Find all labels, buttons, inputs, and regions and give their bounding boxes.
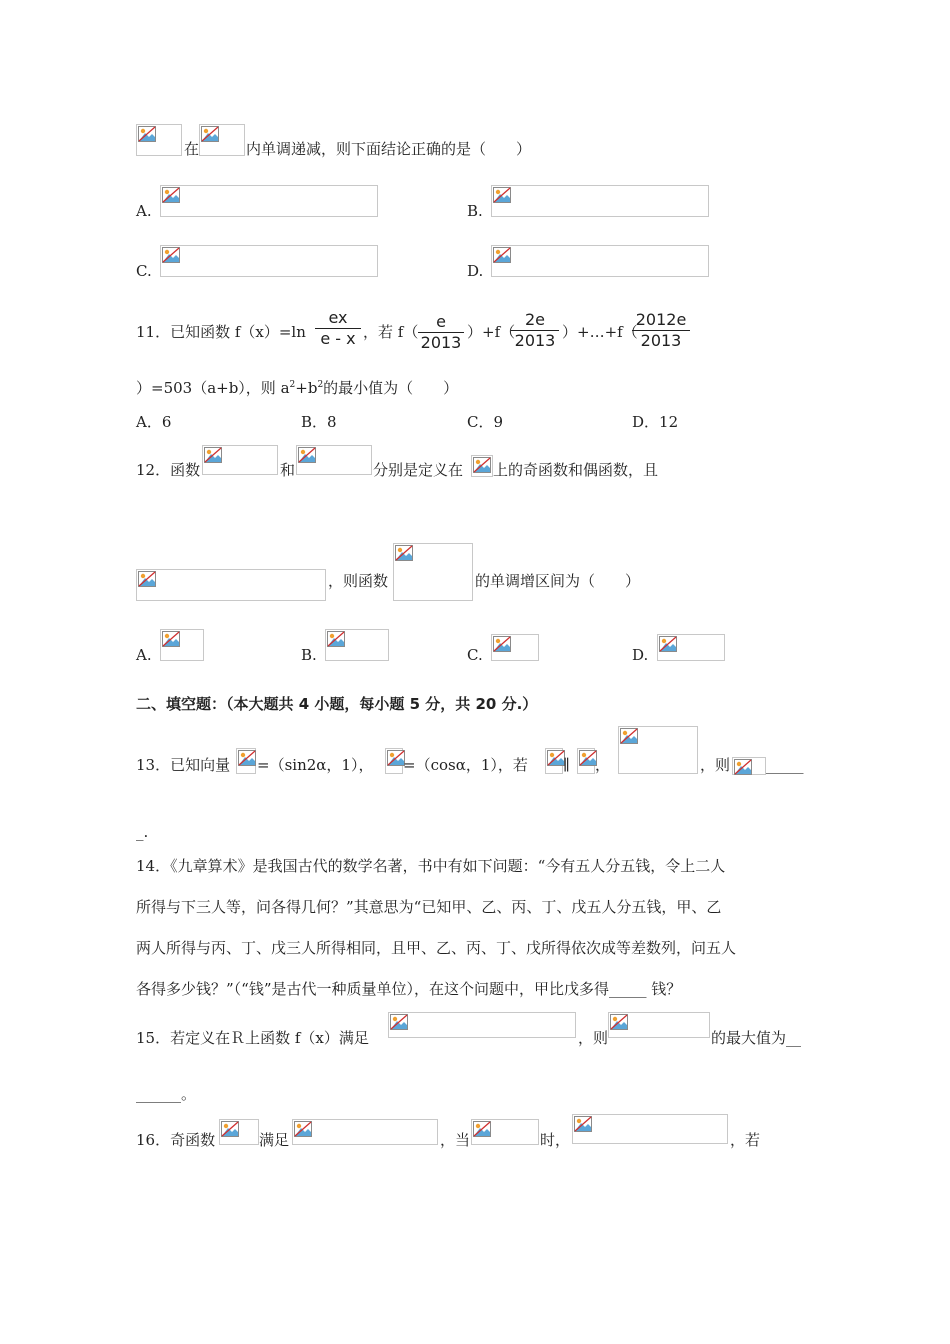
broken-image-icon — [204, 447, 222, 463]
answer-blank: _____ — [766, 756, 804, 774]
broken-image-icon — [493, 247, 511, 263]
option-image — [491, 245, 709, 277]
option-image — [160, 185, 378, 217]
q11-text: 11．已知函数 f（x）=ln — [136, 323, 306, 341]
option-label: B. — [467, 202, 483, 220]
broken-image-icon — [238, 750, 256, 766]
formula-image — [577, 748, 595, 774]
option-image — [325, 629, 389, 661]
q15-text: 的最大值为__ — [711, 1029, 802, 1047]
formula-image — [545, 748, 563, 774]
formula-image — [572, 1114, 728, 1144]
broken-image-icon — [221, 1121, 239, 1137]
answer-blank: ______。 — [136, 1085, 197, 1103]
option-label: A. — [136, 646, 152, 664]
formula-image — [136, 124, 182, 156]
q14-line: 14．《九章算术》是我国古代的数学名著，书中有如下问题：“今有五人分五钱，令上二人 — [136, 857, 726, 875]
formula-image — [393, 543, 473, 601]
q15-text: 15．若定义在Ｒ上函数 f（x）满足 — [136, 1029, 369, 1047]
option-image — [657, 634, 725, 661]
broken-image-icon — [473, 457, 491, 473]
q14-line: 各得多少钱？”（“钱”是古代一种质量单位），在这个问题中，甲比戊多得_____ 钱？ — [136, 980, 682, 998]
fraction: e 2013 — [418, 313, 464, 352]
formula-image — [136, 569, 326, 601]
formula-image — [219, 1119, 259, 1145]
formula-image — [608, 1012, 710, 1038]
q12-text: 分别是定义在 — [373, 461, 464, 479]
broken-image-icon — [201, 126, 219, 142]
q12-text: 的单调增区间为（ ） — [475, 572, 641, 590]
fraction: ex e - x — [315, 309, 361, 348]
fraction: 2012e 2013 — [632, 311, 690, 350]
broken-image-icon — [734, 759, 752, 775]
formula-image — [471, 455, 493, 477]
formula-image — [292, 1119, 438, 1145]
formula-image — [236, 748, 256, 774]
formula-image — [202, 445, 278, 475]
option-label: B. — [301, 646, 317, 664]
q14-line: 所得与下三人等，问各得几何？”其意思为“已知甲、乙、丙、丁、戊五人分五钱，甲、乙 — [136, 898, 722, 916]
option-label: D．12 — [632, 413, 679, 431]
broken-image-icon — [620, 728, 638, 744]
option-label: D. — [632, 646, 649, 664]
q12-text: 上的奇函数和偶函数，且 — [493, 461, 659, 479]
q12-text: ，则函数 — [328, 572, 389, 590]
section-title: 二、填空题：（本大题共 4 小题，每小题 5 分，共 20 分.） — [136, 695, 538, 713]
formula-image — [471, 1119, 539, 1145]
q11-text: ，若 f（ — [363, 323, 419, 341]
option-label: A. — [136, 202, 152, 220]
fraction: 2e 2013 — [511, 311, 559, 350]
formula-image — [385, 748, 403, 774]
broken-image-icon — [327, 631, 345, 647]
q12-text: 和 — [280, 461, 296, 479]
broken-image-icon — [390, 1014, 408, 1030]
broken-image-icon — [610, 1014, 628, 1030]
q16-text: 满足 — [259, 1131, 290, 1149]
q13-text: ， — [595, 756, 611, 774]
q10-text: 在 — [184, 140, 200, 158]
formula-image — [199, 124, 245, 156]
q13-text: =（cosα，1），若 — [403, 756, 528, 774]
broken-image-icon — [659, 636, 677, 652]
q14-line: 两人所得与丙、丁、戊三人所得相同，且甲、乙、丙、丁、戊所得依次成等差数列，问五人 — [136, 939, 737, 957]
option-label: C. — [467, 646, 483, 664]
broken-image-icon — [162, 187, 180, 203]
q12-text: 12．函数 — [136, 461, 201, 479]
broken-image-icon — [162, 631, 180, 647]
q13-text: =（sin2α，1）， — [257, 756, 374, 774]
broken-image-icon — [162, 247, 180, 263]
broken-image-icon — [298, 447, 316, 463]
broken-image-icon — [294, 1121, 312, 1137]
q13-text: ∥ — [563, 756, 570, 774]
answer-blank: _. — [136, 823, 149, 841]
q11-text: ）+…+f（ — [562, 323, 638, 341]
formula-image — [296, 445, 372, 475]
option-label: C. — [136, 262, 152, 280]
q16-text: ，当 — [440, 1131, 471, 1149]
broken-image-icon — [493, 187, 511, 203]
formula-image — [388, 1012, 576, 1038]
broken-image-icon — [574, 1116, 592, 1132]
option-image — [160, 629, 204, 661]
broken-image-icon — [395, 545, 413, 561]
formula-image — [732, 757, 766, 775]
q13-text: 13．已知向量 — [136, 756, 231, 774]
broken-image-icon — [493, 636, 511, 652]
broken-image-icon — [138, 571, 156, 587]
option-image — [491, 185, 709, 217]
formula-image — [618, 726, 698, 774]
q16-text: 16．奇函数 — [136, 1131, 216, 1149]
option-image — [491, 634, 539, 661]
option-label: D. — [467, 262, 484, 280]
q10-text: 内单调递减，则下面结论正确的是（ ） — [246, 140, 532, 158]
broken-image-icon — [473, 1121, 491, 1137]
option-label: C．9 — [467, 413, 504, 431]
broken-image-icon — [138, 126, 156, 142]
option-image — [160, 245, 378, 277]
q16-text: 时， — [540, 1131, 571, 1149]
option-label: A．6 — [136, 413, 172, 431]
q15-text: ，则 — [578, 1029, 609, 1047]
q13-text: ，则 — [700, 756, 731, 774]
option-label: B．8 — [301, 413, 337, 431]
q16-text: ，若 — [730, 1131, 761, 1149]
q11-text: ）+f（ — [467, 323, 516, 341]
q11-text: ）=503（a+b），则 $a^2+b^2$的最小值为（ ） — [136, 379, 459, 397]
